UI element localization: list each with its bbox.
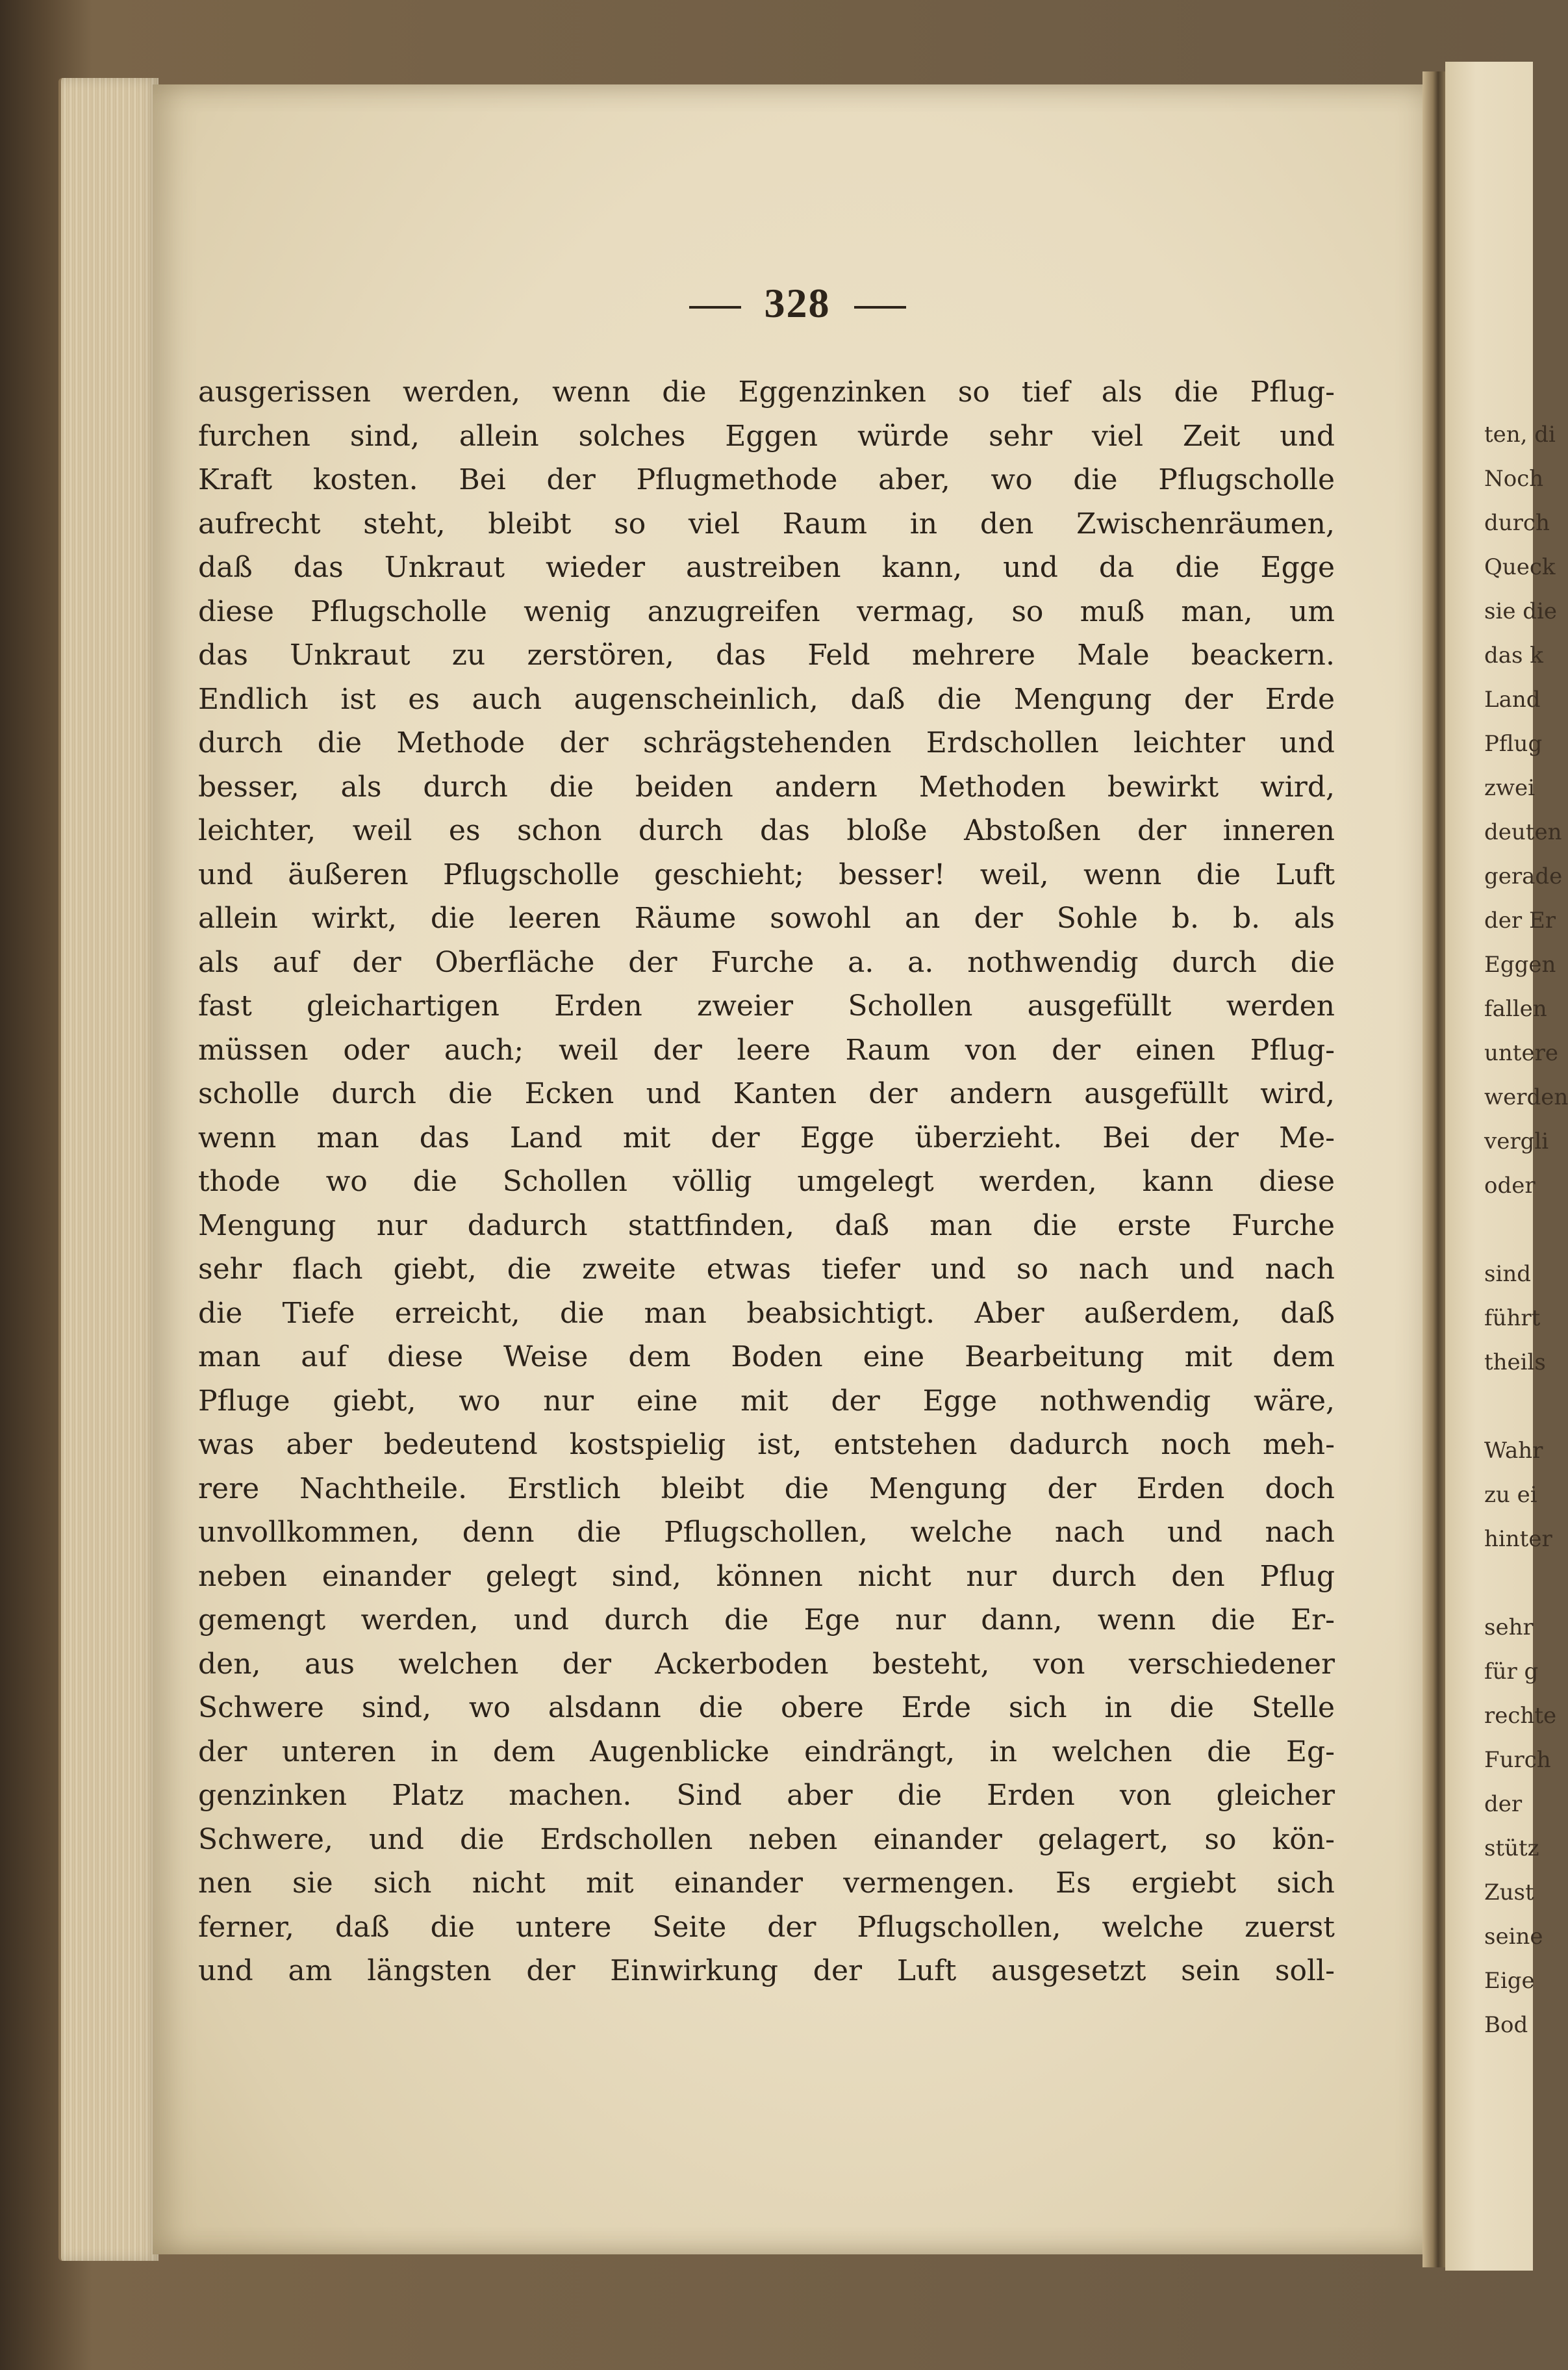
right-page-fragment: Noch bbox=[1484, 466, 1544, 492]
right-page-fragment: der bbox=[1484, 1791, 1523, 1817]
right-page-fragment: führt bbox=[1484, 1305, 1541, 1331]
right-page-fragment: deuten bbox=[1484, 819, 1562, 845]
right-page-fragment: durch bbox=[1484, 510, 1550, 536]
right-page-fragment: Eggen bbox=[1484, 952, 1556, 978]
right-page-fragment: seine bbox=[1484, 1924, 1543, 1950]
right-page-fragment: zwei bbox=[1484, 775, 1536, 801]
text-line: unvollkommen, denn die Pflugschollen, welche nach und nach bbox=[198, 1516, 1335, 1549]
right-page-fragment: das k bbox=[1484, 643, 1543, 669]
text-line: fast gleichartigen Erden zweier Schollen ausgefüllt werden bbox=[198, 989, 1335, 1023]
right-page-fragment: hinter bbox=[1484, 1526, 1552, 1552]
text-line: was aber bedeutend kostspielig ist, entstehen dadurch noch meh- bbox=[198, 1428, 1335, 1461]
text-line: sehr flach giebt, die zweite etwas tiefer und so nach und nach bbox=[198, 1253, 1335, 1286]
right-page-fragment: Land bbox=[1484, 687, 1541, 713]
right-page-fragment: Bod bbox=[1484, 2012, 1528, 2038]
header-dash-right bbox=[854, 306, 906, 309]
right-page-fragment: fallen bbox=[1484, 996, 1547, 1022]
text-line: Kraft kosten. Bei der Pflugmethode aber, wo die Pflugscholle bbox=[198, 463, 1335, 496]
text-line: Schwere, und die Erdschollen neben einander gelagert, so kön- bbox=[198, 1822, 1335, 1856]
right-page-fragment: Zust bbox=[1484, 1879, 1534, 1905]
right-page-fragment: oder bbox=[1484, 1173, 1536, 1199]
text-line: allein wirkt, die leeren Räume sowohl an der Sohle b. b. als bbox=[198, 902, 1335, 935]
right-page-fragment: untere bbox=[1484, 1040, 1558, 1066]
text-line: diese Pflugscholle wenig anzugreifen vermag, so muß man, um bbox=[198, 594, 1335, 628]
book-page-right-fragment bbox=[1445, 62, 1568, 2271]
right-page-fragment: gerade bbox=[1484, 863, 1563, 889]
right-page-fragment: ten, di bbox=[1484, 422, 1556, 448]
text-line: Mengung nur dadurch stattfinden, daß man die erste Furche bbox=[198, 1208, 1335, 1242]
right-page-fragment: sehr bbox=[1484, 1614, 1534, 1640]
text-line: rere Nachtheile. Erstlich bleibt die Mengung der Erden doch bbox=[198, 1472, 1335, 1505]
text-line: besser, als durch die beiden andern Methoden bewirkt wird, bbox=[198, 770, 1335, 804]
text-line: aufrecht steht, bleibt so viel Raum in den Zwischenräumen, bbox=[198, 507, 1335, 541]
text-line: thode wo die Schollen völlig umgelegt werden, kann diese bbox=[198, 1165, 1335, 1198]
right-page-fragment: Pflug bbox=[1484, 731, 1543, 757]
right-page-fragment: Furch bbox=[1484, 1747, 1551, 1773]
right-page-fragment: theils bbox=[1484, 1349, 1546, 1375]
text-line: wenn man das Land mit der Egge überzieht. Bei der Me- bbox=[198, 1121, 1335, 1154]
right-page-fragment bbox=[1484, 1208, 1568, 1252]
text-line: die Tiefe erreicht, die man beabsichtigt. Aber außerdem, daß bbox=[198, 1296, 1335, 1330]
header-dash-left bbox=[689, 306, 741, 309]
text-line: Endlich ist es auch augenscheinlich, daß die Mengung der Erde bbox=[198, 682, 1335, 716]
right-page-fragment: sind bbox=[1484, 1261, 1531, 1287]
text-line: neben einander gelegt sind, können nicht nur durch den Pflug bbox=[198, 1559, 1335, 1593]
right-page-fragment: sie die bbox=[1484, 598, 1558, 624]
right-page-fragment: Queck bbox=[1484, 554, 1556, 580]
text-line: müssen oder auch; weil der leere Raum von der einen Pflug- bbox=[198, 1033, 1335, 1067]
right-page-fragment: für g bbox=[1484, 1659, 1539, 1685]
right-page-fragment: Eige bbox=[1484, 1968, 1535, 1994]
text-line: ferner, daß die untere Seite der Pflugschollen, welche zuerst bbox=[198, 1910, 1335, 1944]
right-page-text-fragments bbox=[1484, 413, 1568, 2047]
right-page-fragment: Wahr bbox=[1484, 1438, 1543, 1464]
text-line: nen sie sich nicht mit einander vermengen. Es ergiebt sich bbox=[198, 1867, 1335, 1900]
book-gutter bbox=[1423, 71, 1448, 2267]
text-line: daß das Unkraut wieder austreiben kann, und da die Egge bbox=[198, 551, 1335, 584]
text-line: gemengt werden, und durch die Ege nur dann, wenn die Er- bbox=[198, 1603, 1335, 1637]
text-line: das Unkraut zu zerstören, das Feld mehrere Male beackern. bbox=[198, 639, 1335, 672]
right-page-fragment: stütz bbox=[1484, 1835, 1539, 1861]
right-page-fragment: rechte bbox=[1484, 1703, 1557, 1729]
page-number-header bbox=[153, 279, 1442, 327]
text-line: ausgerissen werden, wenn die Eggenzinken so tief als die Pflug- bbox=[198, 376, 1335, 409]
right-page-fragment: zu ei bbox=[1484, 1482, 1537, 1508]
text-line: und äußeren Pflugscholle geschieht; besser! weil, wenn die Luft bbox=[198, 858, 1335, 891]
text-line: Pfluge giebt, wo nur eine mit der Egge nothwendig wäre, bbox=[198, 1384, 1335, 1418]
right-page-fragment bbox=[1484, 1561, 1568, 1605]
text-line: den, aus welchen der Ackerboden besteht, von verschiedener bbox=[198, 1647, 1335, 1681]
page-body-text bbox=[198, 370, 1335, 1993]
right-page-fragment: vergli bbox=[1484, 1128, 1549, 1154]
text-line: man auf diese Weise dem Boden eine Bearbeitung mit dem bbox=[198, 1340, 1335, 1373]
text-line: genzinken Platz machen. Sind aber die Erden von gleicher bbox=[198, 1779, 1335, 1812]
text-line: scholle durch die Ecken und Kanten der andern ausgefüllt wird, bbox=[198, 1077, 1335, 1110]
right-page-fragment: werden bbox=[1484, 1084, 1568, 1110]
text-line: als auf der Oberfläche der Furche a. a. nothwendig durch die bbox=[198, 945, 1335, 979]
text-line: furchen sind, allein solches Eggen würde sehr viel Zeit und bbox=[198, 419, 1335, 453]
text-line: durch die Methode der schrägstehenden Erdschollen leichter und bbox=[198, 726, 1335, 759]
text-line: der unteren in dem Augenblicke eindrängt, in welchen die Eg- bbox=[198, 1735, 1335, 1768]
book-page-edges bbox=[58, 78, 158, 2261]
right-page-fragment bbox=[1484, 1384, 1568, 1429]
right-page-fragment: der Er bbox=[1484, 908, 1556, 934]
text-line: Schwere sind, wo alsdann die obere Erde sich in die Stelle bbox=[198, 1691, 1335, 1724]
text-line: und am längsten der Einwirkung der Luft ausgesetzt sein soll- bbox=[198, 1954, 1335, 1987]
text-line: leichter, weil es schon durch das bloße Abstoßen der inneren bbox=[198, 814, 1335, 847]
page-number: 328 bbox=[764, 280, 831, 326]
